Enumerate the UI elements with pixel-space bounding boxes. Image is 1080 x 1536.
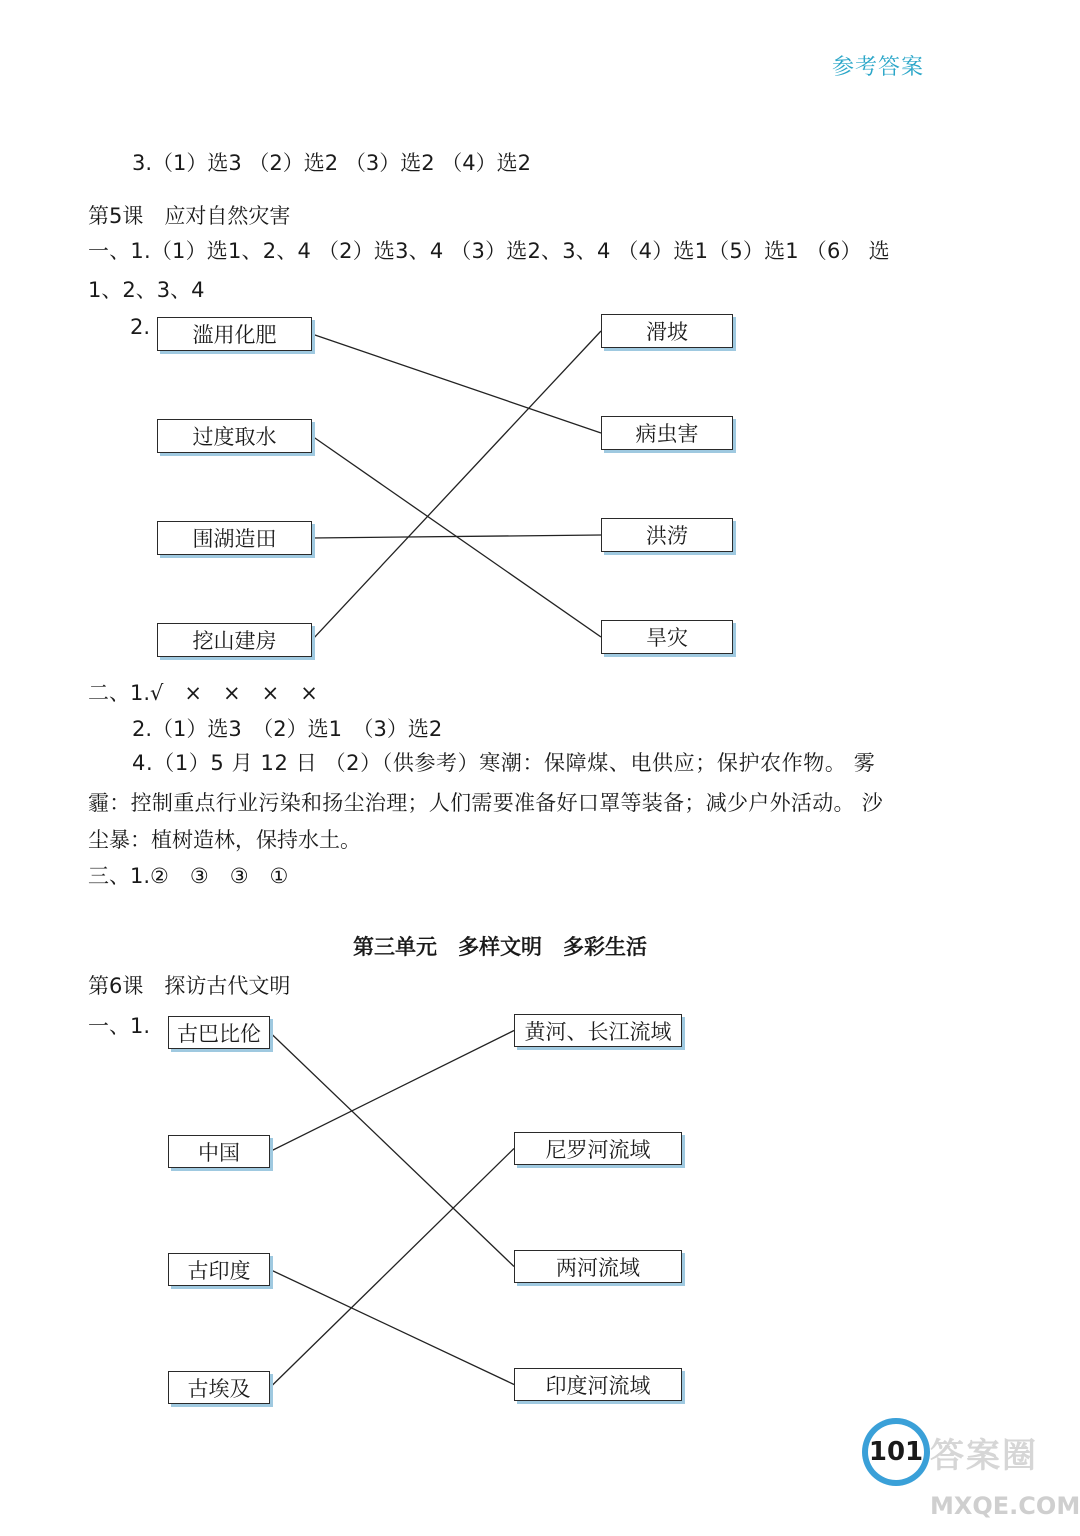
match-left-box: 滥用化肥 [157,317,312,351]
match-left-box: 古印度 [168,1253,270,1286]
answer-line: 尘暴：植树造林，保持水土。 [88,828,361,852]
match-right-box: 滑坡 [601,314,733,348]
answer-line: 2.（1）选3 （2）选1 （3）选2 [132,717,443,741]
match-line [270,1149,514,1388]
page-number: 101 [868,1424,924,1480]
match-left-box: 古埃及 [168,1371,270,1404]
lesson-title: 第6课 探访古代文明 [88,974,291,998]
watermark-text: 答案圈 [930,1436,1038,1476]
match-line [270,1031,514,1152]
match-right-box: 黄河、长江流域 [514,1014,682,1047]
match-right-box: 病虫害 [601,416,733,450]
match-right-box: 洪涝 [601,518,733,552]
lesson-title: 第5课 应对自然灾害 [88,204,291,228]
answer-line: 二、1.√ × × × × [88,681,318,705]
match-left-box: 古巴比伦 [168,1016,270,1049]
answer-line: 4.（1）5 月 12 日 （2）（供参考）寒潮：保障煤、电供应；保护农作物。 雾 [132,751,876,775]
answer-line: 一、1. [88,1014,151,1038]
match-left-box: 过度取水 [157,419,312,453]
unit-title: 第三单元 多样文明 多彩生活 [353,935,647,959]
match-line [270,1033,514,1267]
match-right-box: 尼罗河流域 [514,1132,682,1165]
answer-line: 3.（1）选3 （2）选2 （3）选2 （4）选2 [132,151,531,175]
watermark-logo [930,1428,1080,1528]
answer-line: 三、1.② ③ ③ ① [88,864,289,888]
answer-line: 一、1.（1）选1、2、4 （2）选3、4 （3）选2、3、4 （4）选1（5）选1 （6） 选 [88,239,890,263]
match-right-box: 旱灾 [601,620,733,654]
match-left-box: 中国 [168,1135,270,1168]
match-line [270,1270,514,1385]
answer-line: 霾：控制重点行业污染和扬尘治理；人们需要准备好口罩等装备；减少户外活动。 沙 [88,791,884,815]
header-title: 参考答案 [832,55,925,80]
answer-line: 2. [130,315,151,339]
answer-line: 1、2、3、4 [88,278,205,302]
match-left-box: 围湖造田 [157,521,312,555]
page-number-badge [862,1418,930,1486]
match-right-box: 印度河流域 [514,1368,682,1401]
watermark-url: MXQE.COM [930,1492,1080,1520]
match-left-box: 挖山建房 [157,623,312,657]
match-right-box: 两河流域 [514,1250,682,1283]
